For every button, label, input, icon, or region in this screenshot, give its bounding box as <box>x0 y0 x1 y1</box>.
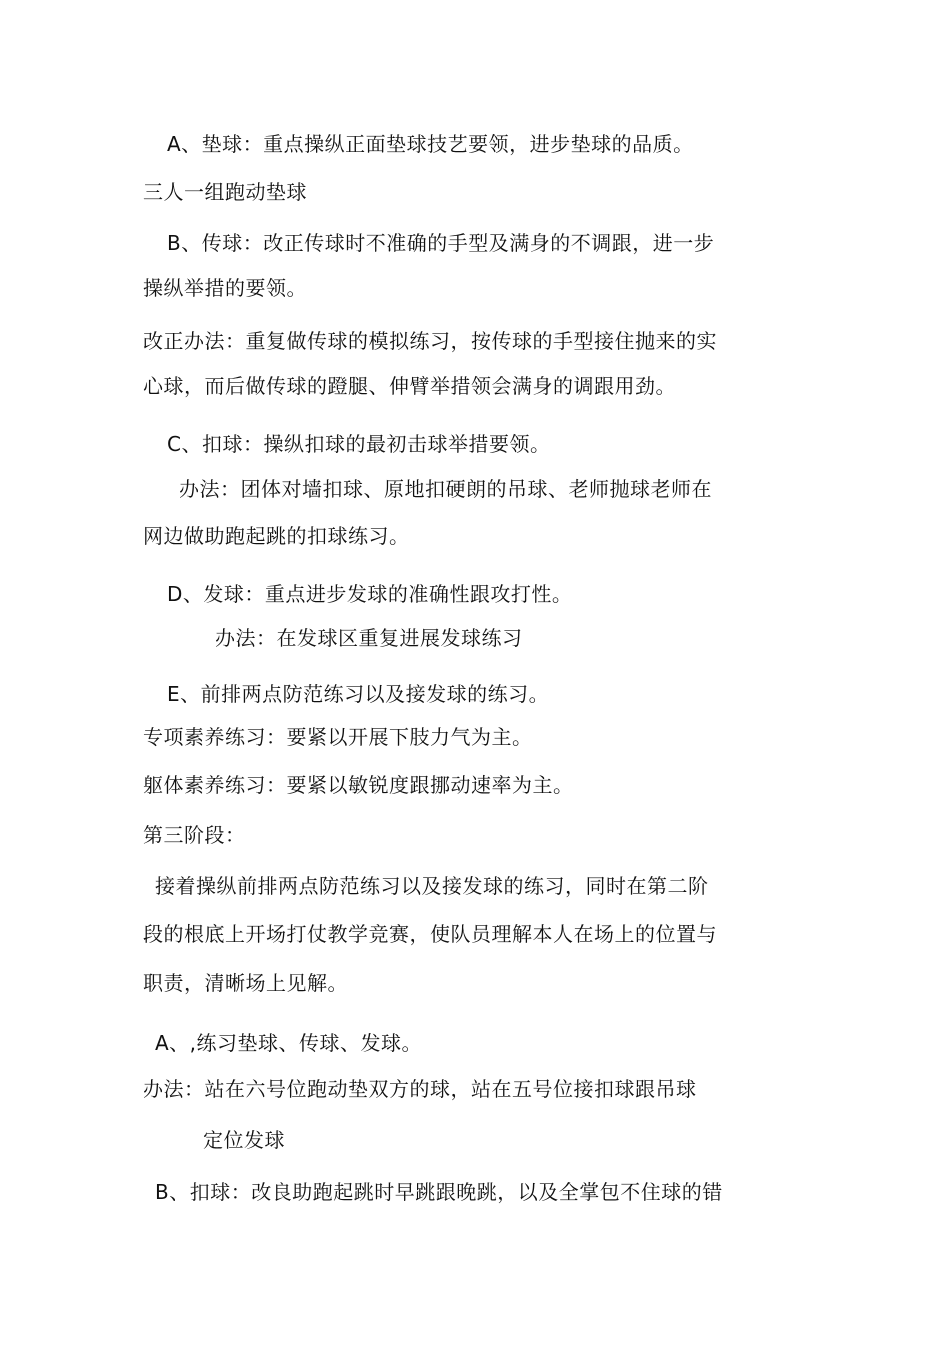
text-line: A、垫球：重点操纵正面垫球技艺要领，进步垫球的品质。 <box>167 132 694 156</box>
text-line: B、扣球：改良助跑起跳时早跳跟晚跳，以及全掌包不住球的错 <box>155 1180 723 1204</box>
text-line: 办法：站在六号位跑动垫双方的球，站在五号位接扣球跟吊球 <box>143 1077 697 1101</box>
text-line: A、,练习垫球、传球、发球。 <box>155 1031 423 1055</box>
text-line: 躯体素养练习：要紧以敏锐度跟挪动速率为主。 <box>143 773 574 797</box>
text-line: 办法：在发球区重复进展发球练习 <box>215 626 523 650</box>
text-line: 改正办法：重复做传球的模拟练习，按传球的手型接住抛来的实 <box>143 329 717 353</box>
text-line: D、发球：重点进步发球的准确性跟攻打性。 <box>167 582 573 606</box>
text-line: 第三阶段： <box>143 823 246 847</box>
text-line: 接着操纵前排两点防范练习以及接发球的练习，同时在第二阶 <box>155 874 709 898</box>
text-line: 定位发球 <box>203 1128 285 1152</box>
text-line: C、扣球：操纵扣球的最初击球举措要领。 <box>167 432 551 456</box>
text-line: 段的根底上开场打仗教学竞赛，使队员理解本人在场上的位置与 <box>143 922 717 946</box>
text-line: 三人一组跑动垫球 <box>143 180 307 204</box>
text-line: 网边做助跑起跳的扣球练习。 <box>143 524 410 548</box>
text-line: 心球，而后做传球的蹬腿、伸臂举措领会满身的调跟用劲。 <box>143 374 676 398</box>
text-line: B、传球：改正传球时不准确的手型及满身的不调跟，进一步 <box>167 231 715 255</box>
text-line: 职责，清晰场上见解。 <box>143 971 348 995</box>
text-line: 操纵举措的要领。 <box>143 276 307 300</box>
text-line: 专项素养练习：要紧以开展下肢力气为主。 <box>143 725 533 749</box>
text-line: 办法：团体对墙扣球、原地扣硬朗的吊球、老师抛球老师在 <box>179 477 712 501</box>
text-line: E、前排两点防范练习以及接发球的练习。 <box>167 682 550 706</box>
